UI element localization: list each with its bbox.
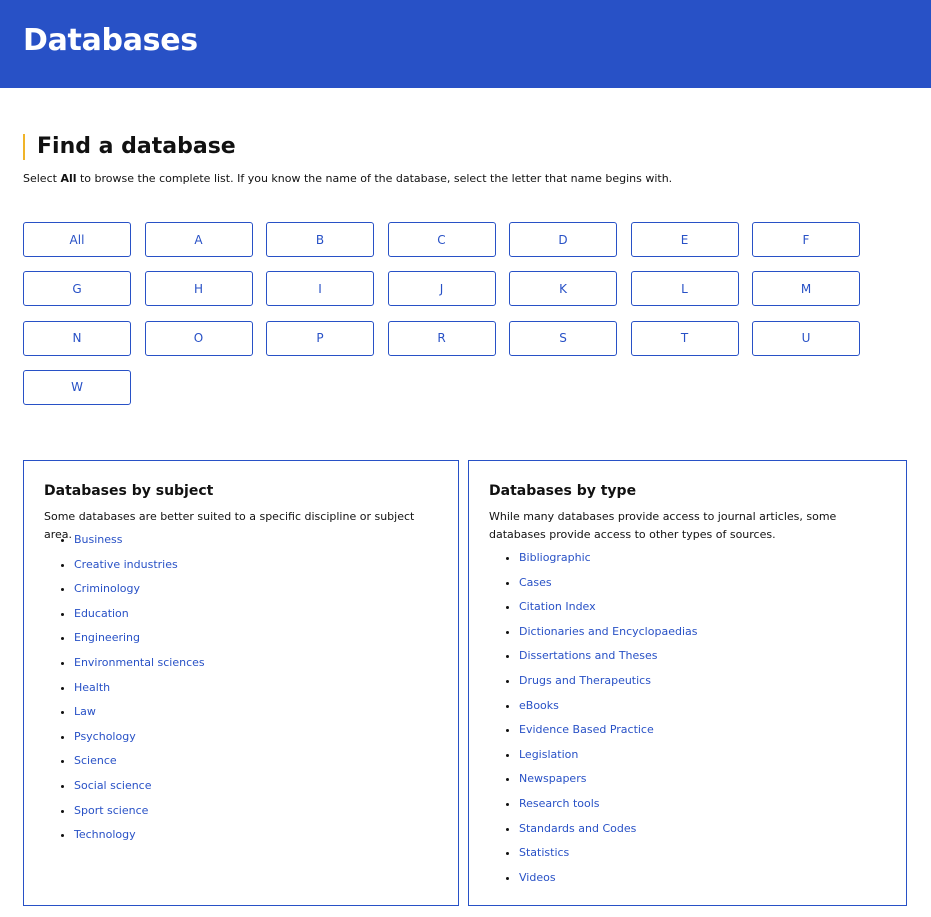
list-item (519, 647, 697, 672)
letter-button-e[interactable]: E (631, 222, 739, 257)
list-item (519, 770, 697, 795)
find-database-description (23, 172, 672, 185)
letter-button-g[interactable]: G (23, 271, 131, 306)
subject-link[interactable]: Engineering (74, 631, 140, 645)
letter-button-s[interactable]: S (509, 321, 617, 356)
subject-link[interactable]: Technology (74, 828, 136, 842)
type-link[interactable]: Legislation (519, 747, 579, 761)
letter-button-o[interactable]: O (145, 321, 253, 356)
list-item (519, 697, 697, 722)
type-link[interactable]: Dissertations and Theses (519, 649, 658, 663)
subject-link[interactable]: Social science (74, 778, 152, 792)
subject-list (44, 531, 205, 851)
subject-panel-description: Some databases are better suited to a specific discipline or subject area. (44, 510, 415, 541)
letter-button-i[interactable]: I (266, 271, 374, 306)
list-item (74, 777, 205, 802)
list-item (74, 826, 205, 851)
list-item (74, 802, 205, 827)
type-link[interactable]: Evidence Based Practice (519, 723, 654, 737)
letter-button-c[interactable]: C (388, 222, 496, 257)
list-item (74, 580, 205, 605)
list-item (519, 721, 697, 746)
letter-button-d[interactable]: D (509, 222, 617, 257)
letter-button-all[interactable]: All (23, 222, 131, 257)
letter-button-u[interactable]: U (752, 321, 860, 356)
list-item (519, 574, 697, 599)
subject-link[interactable]: Law (74, 705, 96, 719)
description-text: to browse the complete list. If you know the name of the database, select the letter that name begins with. (76, 172, 673, 185)
description-bold-all: All (60, 172, 77, 185)
subject-link[interactable]: Business (74, 533, 123, 546)
list-item (519, 820, 697, 845)
type-link[interactable]: Bibliographic (519, 551, 591, 564)
list-item (74, 679, 205, 704)
type-panel-description: While many databases provide access to journal articles, some databases provide access to other types of sources. (489, 510, 837, 541)
list-item (74, 703, 205, 728)
list-item (519, 869, 697, 894)
letter-button-f[interactable]: F (752, 222, 860, 257)
databases-by-subject-panel (23, 460, 459, 906)
list-item (519, 623, 697, 648)
type-link[interactable]: Newspapers (519, 772, 587, 786)
list-item (519, 795, 697, 820)
letter-button-a[interactable]: A (145, 222, 253, 257)
letter-button-r[interactable]: R (388, 321, 496, 356)
list-item (519, 746, 697, 771)
subject-panel-title: Databases by subject (44, 483, 214, 499)
type-link[interactable]: Videos (519, 870, 556, 884)
find-database-heading: Find a database (23, 134, 236, 160)
list-item (519, 672, 697, 697)
databases-by-type-panel (468, 460, 907, 906)
subject-link[interactable]: Environmental sciences (74, 655, 205, 669)
type-link[interactable]: Drugs and Therapeutics (519, 673, 651, 687)
list-item (74, 654, 205, 679)
subject-link[interactable]: Science (74, 754, 117, 768)
list-item (74, 605, 205, 630)
subject-link[interactable]: Creative industries (74, 557, 178, 571)
list-item (74, 752, 205, 777)
letter-button-j[interactable]: J (388, 271, 496, 306)
type-link[interactable]: Citation Index (519, 600, 596, 614)
type-link[interactable]: eBooks (519, 698, 559, 712)
list-item (74, 728, 205, 753)
letter-button-m[interactable]: M (752, 271, 860, 306)
subject-link[interactable]: Criminology (74, 582, 141, 596)
type-link[interactable]: Dictionaries and Encyclopaedias (519, 624, 698, 638)
list-item (519, 598, 697, 623)
letter-button-b[interactable]: B (266, 222, 374, 257)
type-link[interactable]: Statistics (519, 846, 570, 860)
page-header (0, 0, 931, 88)
list-item (74, 629, 205, 654)
type-panel-title: Databases by type (489, 483, 637, 499)
type-link[interactable]: Standards and Codes (519, 821, 637, 835)
subject-link[interactable]: Education (74, 606, 129, 620)
page-title: Databases (23, 23, 198, 58)
type-list (489, 549, 697, 893)
letter-button-l[interactable]: L (631, 271, 739, 306)
letter-button-p[interactable]: P (266, 321, 374, 356)
description-text: Select (23, 172, 61, 185)
type-link[interactable]: Cases (519, 575, 552, 589)
letter-button-w[interactable]: W (23, 370, 131, 405)
letter-button-h[interactable]: H (145, 271, 253, 306)
list-item (519, 844, 697, 869)
subject-link[interactable]: Health (74, 680, 111, 694)
letter-button-k[interactable]: K (509, 271, 617, 306)
letter-button-n[interactable]: N (23, 321, 131, 356)
list-item (74, 531, 205, 556)
subject-link[interactable]: Psychology (74, 729, 136, 743)
list-item (74, 556, 205, 581)
list-item (519, 549, 697, 574)
subject-link[interactable]: Sport science (74, 803, 149, 817)
type-link[interactable]: Research tools (519, 796, 600, 810)
letter-button-t[interactable]: T (631, 321, 739, 356)
